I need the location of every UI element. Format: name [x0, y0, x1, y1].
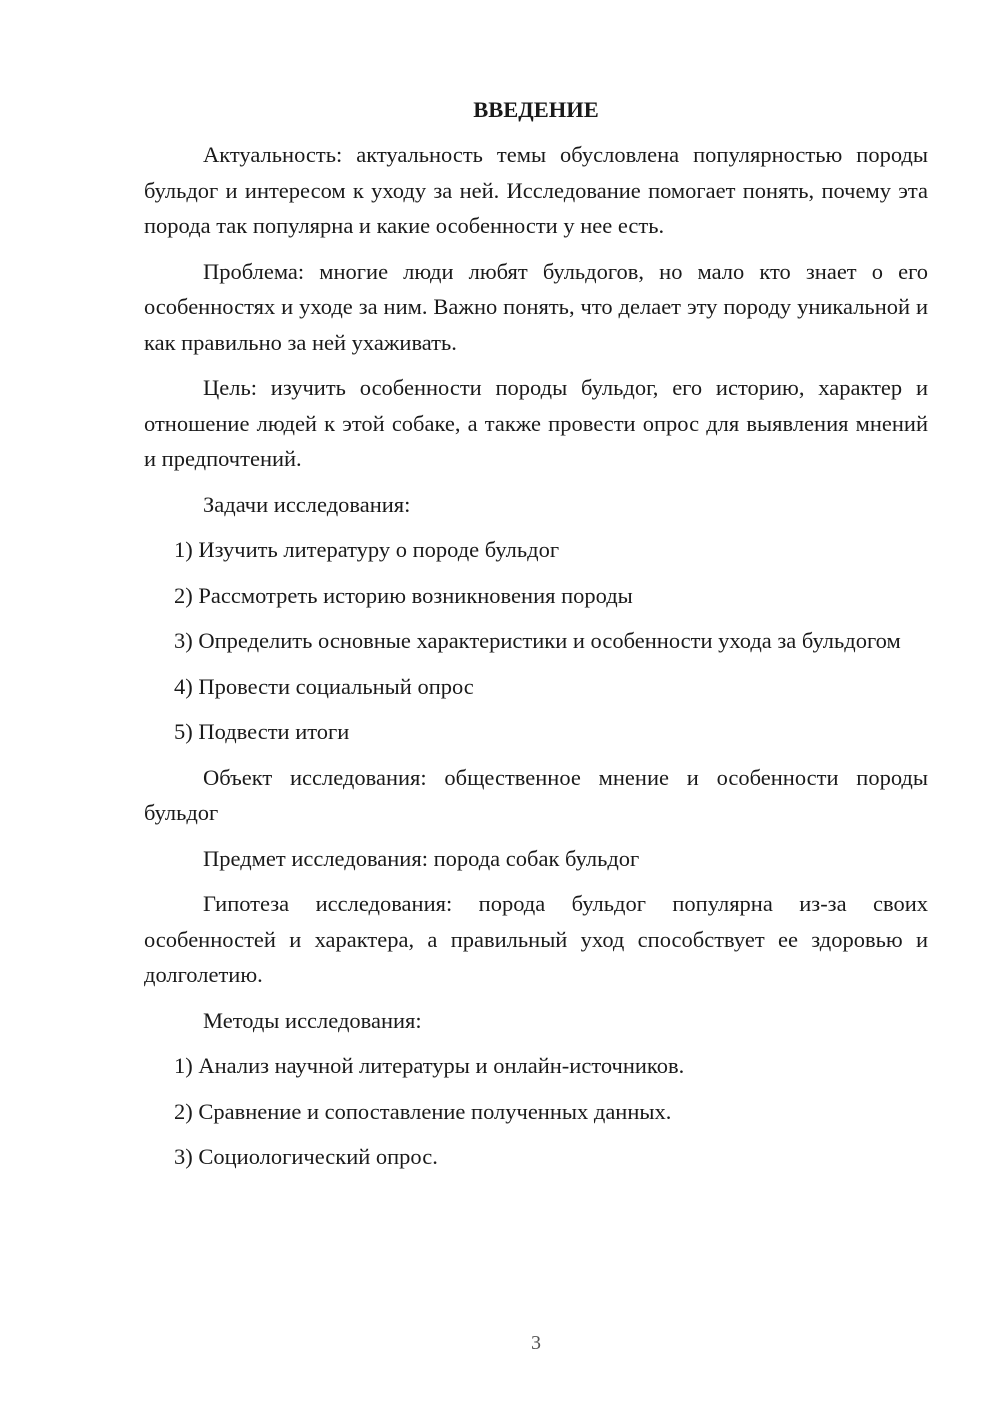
object-paragraph: Объект исследования: общественное мнение и особенности породы бульдог [144, 764, 928, 825]
hypothesis-paragraph: Гипотеза исследования: порода бульдог популярна из-за своих особенностей и характера, а правильный уход способствует ее здоровью и долголетию. [144, 891, 928, 987]
task-item: 3) Определить основные характеристики и особенности ухода за бульдогом [174, 628, 901, 653]
task-item: 5) Подвести итоги [174, 719, 350, 744]
methods-heading: Методы исследования: [203, 1007, 422, 1033]
task-item: 1) Изучить литературу о породе бульдог [174, 537, 560, 562]
problem-paragraph: Проблема: многие люди любят бульдогов, но мало кто знает о его особенностях и уходе за ним. Важно понять, что делает эту породу уникальной и как правильно за ней ухаживать. [144, 258, 928, 355]
relevance-paragraph: Актуальность: актуальность темы обусловлена популярностью породы бульдог и интересом к уходу за ней. Исследование помогает понять, почему эта порода так популярна и какие особенности у нее есть. [144, 142, 928, 238]
method-item: 3) Социологический опрос. [174, 1144, 438, 1169]
method-item: 2) Сравнение и сопоставление полученных данных. [174, 1098, 672, 1124]
page-title: ВВЕДЕНИЕ [473, 97, 599, 122]
task-item: 4) Провести социальный опрос [174, 673, 474, 699]
method-item: 1) Анализ научной литературы и онлайн-источников. [174, 1053, 685, 1078]
tasks-heading: Задачи исследования: [203, 491, 411, 517]
subject-paragraph: Предмет исследования: порода собак бульдог [203, 845, 640, 871]
task-item: 2) Рассмотреть историю возникновения породы [174, 582, 633, 608]
document-page [144, 92, 928, 1185]
goal-paragraph: Цель: изучить особенности породы бульдог, его историю, характер и отношение людей к этой собаке, а также провести опрос для выявления мнений и предпочтений. [144, 375, 928, 471]
page-number: 3 [531, 1332, 541, 1354]
